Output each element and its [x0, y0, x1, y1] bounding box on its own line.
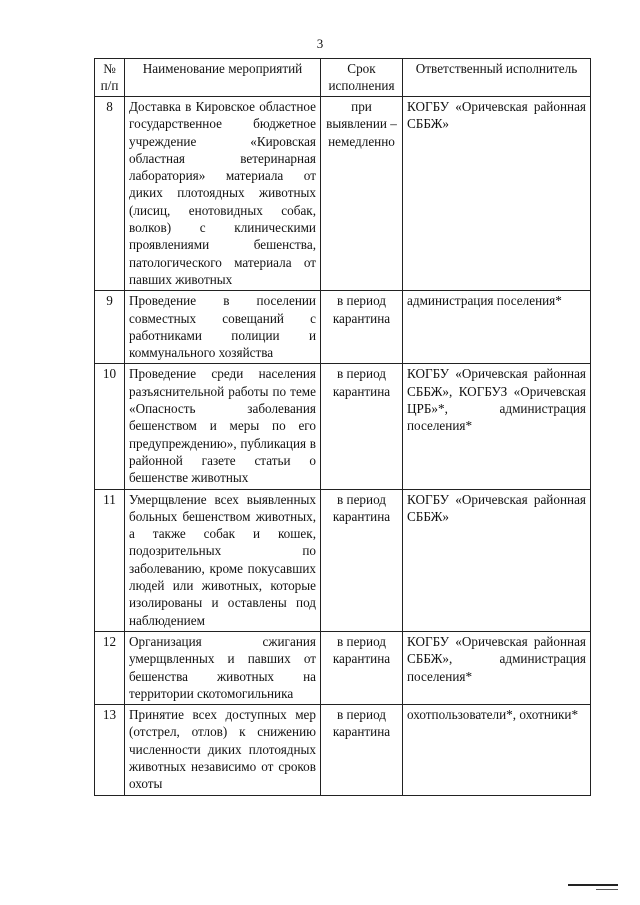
table-header-row	[95, 59, 591, 97]
row-number: 9	[95, 291, 125, 364]
row-responsible: КОГБУ «Оричевская районная СББЖ», администрация поселения*	[403, 631, 591, 704]
table-row	[95, 631, 591, 704]
header-name: Наименование мероприятий	[125, 59, 321, 97]
row-responsible: охотпользователи*, охотники*	[403, 705, 591, 795]
measures-table	[94, 58, 591, 796]
row-responsible: КОГБУ «Оричевская районная СББЖ»	[403, 489, 591, 631]
row-term: в период карантина	[321, 489, 403, 631]
table-row	[95, 489, 591, 631]
row-term: в период карантина	[321, 291, 403, 364]
header-number: № п/п	[95, 59, 125, 97]
footer-divider-line	[568, 884, 618, 886]
row-measure: Проведение в поселении совместных совещаний с работниками полиции и коммунального хозяйства	[125, 291, 321, 364]
row-measure: Проведение среди населения разъяснительной работы по теме «Опасность заболевания бешенством и меры по его предупреждению», публикация в районной газете статьи о бешенстве животных	[125, 364, 321, 489]
row-term: в период карантина	[321, 631, 403, 704]
row-measure: Умерщвление всех выявленных больных бешенством животных, а также собак и кошек, подозрительных по заболеванию, кроме покусавших людей или животных, которые изолированы и оставлены под наблюдением	[125, 489, 321, 631]
row-responsible: администрация поселения*	[403, 291, 591, 364]
row-measure: Принятие всех доступных мер (отстрел, отлов) к снижению численности диких плотоядных животных независимо от сроков охоты	[125, 705, 321, 795]
table-row	[95, 705, 591, 795]
footer-divider-line-short	[596, 889, 618, 890]
row-number: 8	[95, 97, 125, 291]
table-row	[95, 97, 591, 291]
row-term: в период карантина	[321, 705, 403, 795]
row-number: 12	[95, 631, 125, 704]
header-term: Срок исполнения	[321, 59, 403, 97]
row-responsible: КОГБУ «Оричевская районная СББЖ»	[403, 97, 591, 291]
table-row	[95, 364, 591, 489]
row-measure: Организация сжигания умерщвленных и павших от бешенства животных на территории скотомогильника	[125, 631, 321, 704]
page-number: 3	[316, 36, 324, 51]
row-term: в период карантина	[321, 364, 403, 489]
row-number: 11	[95, 489, 125, 631]
row-number: 13	[95, 705, 125, 795]
row-number: 10	[95, 364, 125, 489]
row-responsible: КОГБУ «Оричевская районная СББЖ», КОГБУЗ «Оричевская ЦРБ»*, администрация поселения*	[403, 364, 591, 489]
table-row	[95, 291, 591, 364]
row-term: при выявлении – немедленно	[321, 97, 403, 291]
row-measure: Доставка в Кировское областное государственное бюджетное учреждение «Кировская областная ветеринарная лаборатория» материала от диких плотоядных животных (лисиц, енотовидных собак, волков) с клиническими проявлениями бешенства, патологического материала от павших животных	[125, 97, 321, 291]
header-responsible: Ответственный исполнитель	[403, 59, 591, 97]
